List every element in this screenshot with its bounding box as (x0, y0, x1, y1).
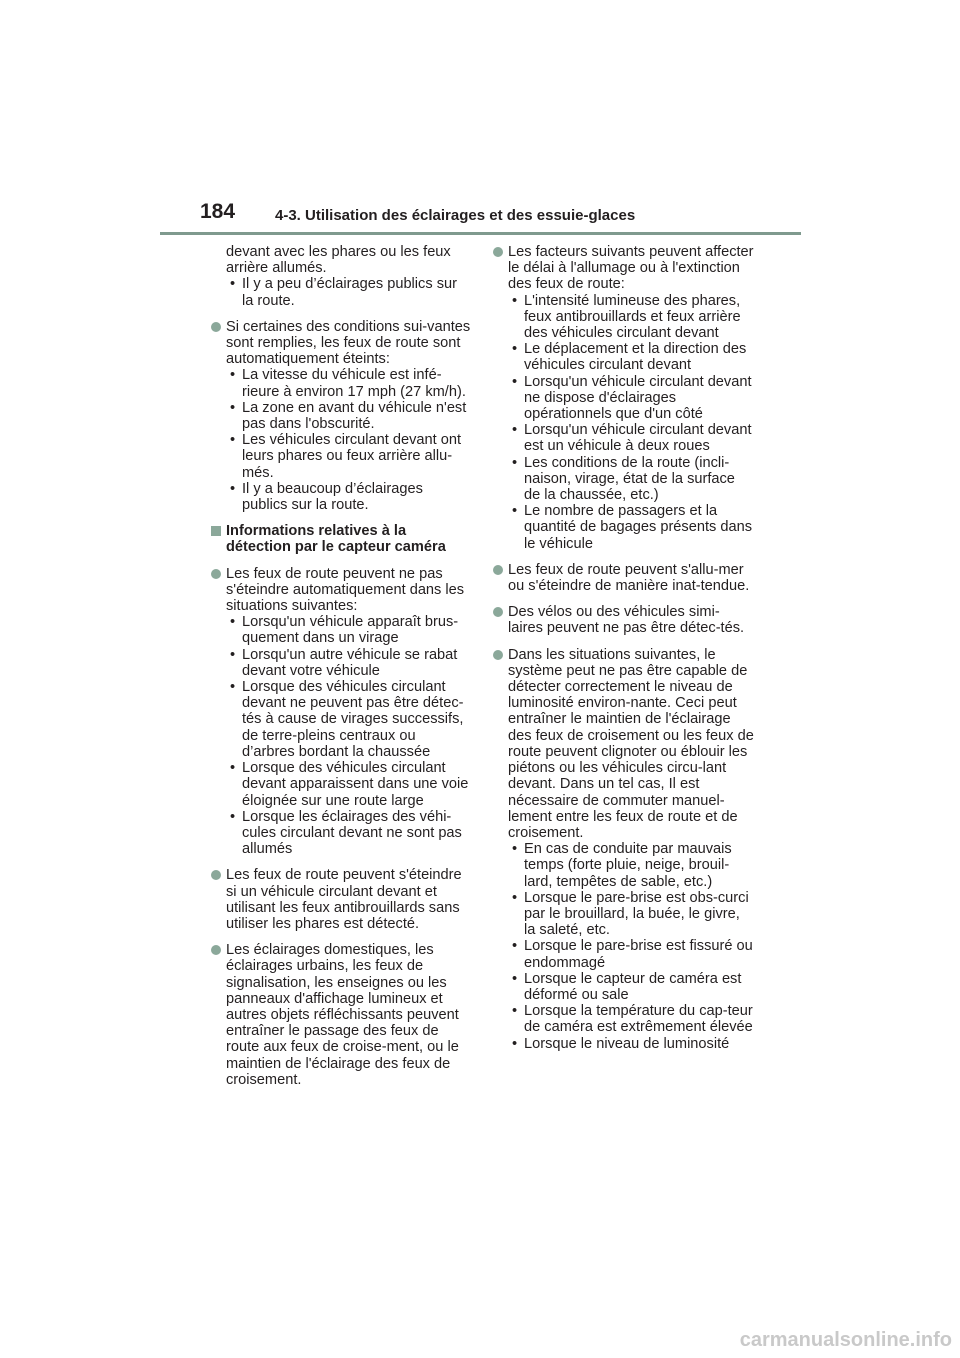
bullet-dot-icon (493, 565, 503, 575)
bullet-dot-icon (493, 607, 503, 617)
list-item: • Lorsque le niveau de luminosité (508, 1036, 754, 1052)
left-column (210, 244, 472, 1098)
watermark-link[interactable]: carmanualsonline.info (739, 1329, 952, 1351)
paragraph-text: Si certaines des conditions sui-vantes sont remplies, les feux de route sont automatiquement éteints: (226, 318, 471, 368)
header-rule (160, 232, 801, 235)
list-item: • Lorsqu'un autre véhicule se rabat devant votre véhicule (226, 647, 472, 679)
list-item: • Les conditions de la route (incli-naison, virage, état de la surface de la chaussée, etc.) (508, 455, 754, 504)
paragraph-text: Dans les situations suivantes, le système peut ne pas être capable de détecter correctement le niveau de luminosité environ-nante. Ceci peut entraîner le maintien de l'éclairage des feux de croisement ou les feux de route peuvent clignoter ou éblouir les piétons ou les véhicules circu-lant devant. Dans un tel cas, Il est nécessaire de commuter manuel-lement entre les feux de route et de croisement. (508, 646, 754, 841)
list-item: • Lorsque des véhicules circulant devant apparaissent dans une voie éloignée sur une route large (226, 760, 472, 809)
list-item: • La zone en avant du véhicule n'est pas dans l'obscurité. (226, 400, 472, 432)
list-item: • Le nombre de passagers et la quantité de bagages présents dans le véhicule (508, 503, 754, 552)
paragraph (210, 319, 472, 513)
paragraph-text: Les éclairages domestiques, les éclairages urbains, les feux de signalisation, les enseignes ou les panneaux d'affichage lumineux et autres objets réfléchissants peuvent entraîner le passage des feux de route aux feux de croise-ment, ou le maintien de l'éclairage des feux de croisement. (226, 942, 459, 1088)
paragraph (210, 867, 472, 932)
list-item: • Lorsqu'un véhicule circulant devant est un véhicule à deux roues (508, 422, 754, 454)
section-heading (210, 523, 472, 555)
square-marker-icon (211, 526, 221, 536)
list-item: • Lorsque le pare-brise est obs-curci par le brouillard, la buée, le givre, la saleté, etc. (508, 890, 754, 939)
bullet-dot-icon (211, 569, 221, 579)
list-item: • Les véhicules circulant devant ont leurs phares ou feux arrière allu-més. (226, 432, 472, 481)
paragraph-text: Les feux de route peuvent ne pas s'éteindre automatiquement dans les situations suivantes: (226, 565, 465, 615)
list-item: • Lorsque le capteur de caméra est déformé ou sale (508, 971, 754, 1003)
chapter-title: 4-3. Utilisation des éclairages et des essuie-glaces (275, 207, 636, 224)
list-item: • Lorsque des véhicules circulant devant ne peuvent pas être détec-tés à cause de virages successifs, de terre-pleins centraux ou d’arbres bordant la chaussée (226, 679, 472, 760)
list-item: • En cas de conduite par mauvais temps (forte pluie, neige, brouil-lard, tempêtes de sable, etc.) (508, 841, 754, 890)
bullet-dot-icon (493, 650, 503, 660)
list-item: • Lorsque les éclairages des véhi-cules circulant devant ne sont pas allumés (226, 809, 472, 858)
bullet-list (508, 293, 754, 552)
list-item: • L'intensité lumineuse des phares, feux antibrouillards et feux arrière des véhicules circulant devant (508, 293, 754, 342)
bullet-dot-icon (211, 322, 221, 332)
paragraph-text: Des vélos ou des véhicules simi-laires peuvent ne pas être détec-tés. (508, 604, 745, 637)
bullet-dot-icon (211, 870, 221, 880)
bullet-list (226, 367, 472, 513)
list-item: • Lorsque le pare-brise est fissuré ou endommagé (508, 938, 754, 970)
paragraph-text: Les feux de route peuvent s'allu-mer ou s'éteindre de manière inat-tendue. (508, 561, 750, 595)
section-title: Informations relatives à la détection par le capteur caméra (226, 523, 446, 556)
paragraph (492, 244, 754, 552)
list-item: • Il y a peu d’éclairages publics sur la route. (226, 276, 472, 308)
paragraph (210, 942, 472, 1088)
bullet-list (508, 841, 754, 1052)
list-item: • Le déplacement et la direction des véhicules circulant devant (508, 341, 754, 373)
paragraph (210, 566, 472, 858)
paragraph-text: Les feux de route peuvent s'éteindre si un véhicule circulant devant et utilisant les feux antibrouillards sans utiliser les phares est détecté. (226, 867, 462, 932)
bullet-dot-icon (211, 945, 221, 955)
right-column (492, 244, 754, 1062)
bullet-list (226, 276, 472, 308)
continued-paragraph (210, 244, 472, 309)
paragraph (492, 647, 754, 1052)
paragraph-text: Les facteurs suivants peuvent affecter le délai à l'allumage ou à l'extinction des feux de route: (508, 244, 754, 293)
paragraph (492, 604, 754, 636)
paragraph (492, 562, 754, 594)
list-item: • Il y a beaucoup d’éclairages publics sur la route. (226, 481, 472, 513)
list-item: • Lorsqu'un véhicule apparaît brus-quement dans un virage (226, 614, 472, 646)
list-item: • La vitesse du véhicule est infé-rieure à environ 17 mph (27 km/h). (226, 367, 472, 399)
list-item: • Lorsque la température du cap-teur de caméra est extrêmement élevée (508, 1003, 754, 1035)
bullet-list (226, 614, 472, 857)
page-number: 184 (200, 200, 236, 223)
bullet-dot-icon (493, 247, 503, 257)
list-item: • Lorsqu'un véhicule circulant devant ne dispose d'éclairages opérationnels que d'un côté (508, 374, 754, 423)
continued-text: devant avec les phares ou les feux arrière allumés. (226, 244, 451, 277)
